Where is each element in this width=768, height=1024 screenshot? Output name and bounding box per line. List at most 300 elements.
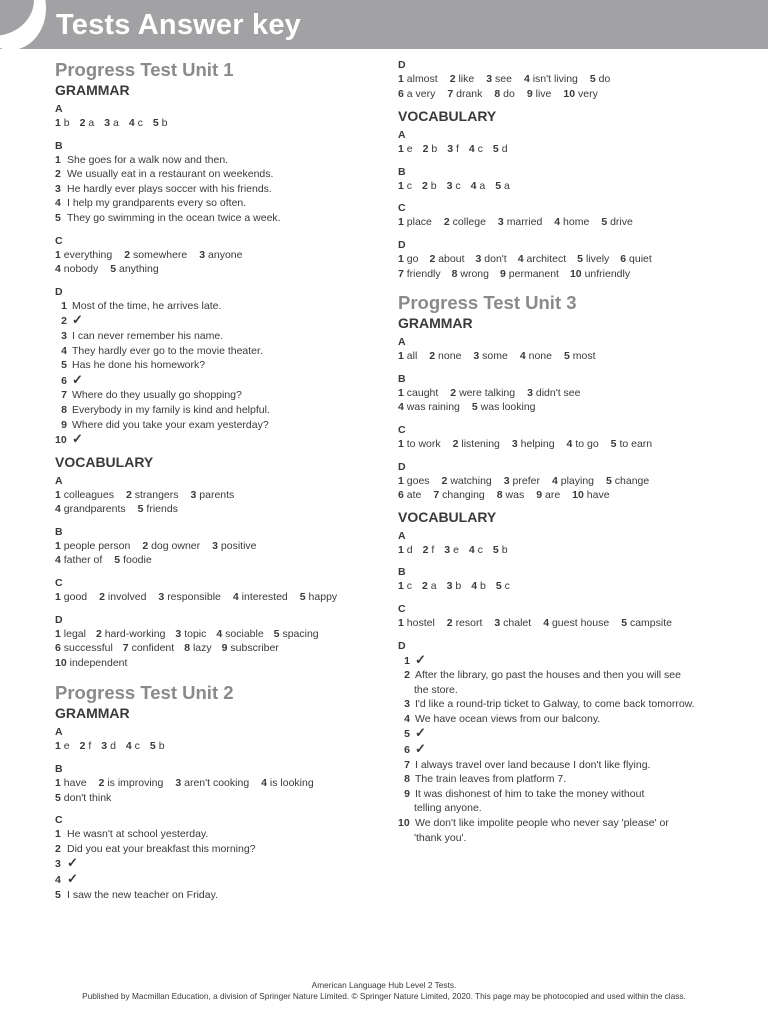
item-answer: unfriendly <box>584 267 631 280</box>
answer-item <box>447 143 459 155</box>
answer-item <box>473 350 507 362</box>
item-number: 7 <box>61 389 67 402</box>
item-number: 10 <box>398 817 410 830</box>
answer-item <box>398 88 435 100</box>
answer-line <box>55 627 385 642</box>
item-answer: grandparents <box>63 503 126 516</box>
item-number: 5 <box>589 73 596 85</box>
item-answer: c <box>455 179 461 192</box>
answer-item <box>55 628 86 640</box>
item-answer: have <box>63 777 87 790</box>
answer-item <box>444 216 486 228</box>
item-answer: successful <box>63 642 113 655</box>
item-answer: We don't like impolite people who never say 'please' or <box>415 817 669 830</box>
item-answer: f <box>455 143 459 156</box>
item-number: 1 <box>398 179 404 192</box>
item-answer: I can never remember his name. <box>72 329 224 342</box>
answer-item <box>554 216 589 228</box>
item-number: 3 <box>158 591 165 604</box>
answer-row <box>398 816 738 831</box>
item-number: 8 <box>61 403 67 416</box>
answer-section <box>55 614 385 671</box>
item-number: 3 <box>527 386 533 399</box>
item-number: 1 <box>61 299 67 312</box>
item-answer: b <box>431 143 438 156</box>
item-answer: d <box>110 740 116 753</box>
answer-section <box>55 286 385 448</box>
answer-item <box>233 591 288 603</box>
item-number: 1 <box>398 252 404 265</box>
item-answer: b <box>501 543 508 556</box>
answer-item <box>99 591 146 603</box>
item-answer: see <box>495 73 512 85</box>
answer-section <box>55 577 385 605</box>
item-answer: a <box>88 117 95 129</box>
item-number: 4 <box>55 554 61 567</box>
answer-item <box>261 777 314 789</box>
category-title: GRAMMAR <box>55 705 130 722</box>
item-answer: architect <box>526 252 567 265</box>
item-answer: c <box>477 543 483 556</box>
answer-item <box>55 263 98 275</box>
item-number: 2 <box>422 580 428 593</box>
item-answer: independent <box>69 656 128 669</box>
answer-item <box>398 617 435 629</box>
item-answer: b <box>158 740 165 753</box>
item-answer: do <box>598 73 611 85</box>
item-number: 6 <box>398 87 404 100</box>
answer-item <box>104 117 119 129</box>
item-answer: somewhere <box>132 248 188 261</box>
answer-item <box>96 628 165 640</box>
item-number: 4 <box>261 777 267 790</box>
answer-item <box>55 642 113 654</box>
item-answer: listening <box>461 437 500 450</box>
item-number: 2 <box>429 350 436 363</box>
answer-item <box>476 253 507 265</box>
item-number: 2 <box>95 627 102 640</box>
answer-item <box>398 216 432 228</box>
item-number: 8 <box>404 773 410 786</box>
answer-item <box>55 249 112 261</box>
item-answer: caught <box>406 386 439 399</box>
item-number: 5 <box>563 350 570 363</box>
item-number: 4 <box>61 344 67 357</box>
item-number: 5 <box>577 252 584 265</box>
answer-item <box>447 180 461 192</box>
item-number: 7 <box>404 758 410 771</box>
answer-item <box>590 73 610 85</box>
answer-row <box>398 726 738 742</box>
item-answer: a very <box>406 87 436 100</box>
answer-item <box>493 544 508 556</box>
answer-section <box>398 129 738 157</box>
item-answer: ✓ <box>67 871 78 886</box>
item-number: 10 <box>55 434 67 447</box>
category-title: VOCABULARY <box>55 453 154 470</box>
item-answer: b <box>63 117 70 129</box>
item-answer: to earn <box>619 437 653 450</box>
item-answer: involved <box>107 591 147 604</box>
item-number: 9 <box>221 642 228 655</box>
answer-item <box>55 540 130 552</box>
answer-item <box>497 489 524 501</box>
item-answer: is looking <box>269 777 314 790</box>
answer-item <box>222 642 279 654</box>
answer-item <box>158 591 220 603</box>
item-answer: everything <box>63 248 113 261</box>
item-number: 4 <box>55 503 61 516</box>
item-answer: ✓ <box>415 651 426 667</box>
item-answer: quiet <box>629 252 652 265</box>
section-label: A <box>55 726 63 739</box>
answer-row <box>55 388 385 403</box>
answer-row <box>55 403 385 418</box>
item-answer: wrong <box>460 267 489 280</box>
item-number: 10 <box>563 87 576 100</box>
answer-item <box>577 253 609 265</box>
item-number: 1 <box>398 73 404 85</box>
item-number: 4 <box>543 616 550 629</box>
item-answer: have <box>586 489 610 502</box>
item-number: 5 <box>492 143 499 156</box>
item-number: 3 <box>55 858 61 871</box>
item-number: 6 <box>620 252 627 265</box>
item-answer: friends <box>146 503 178 516</box>
item-answer: spacing <box>282 627 319 640</box>
answer-section <box>398 373 738 415</box>
answer-item <box>452 268 489 280</box>
item-answer: happy <box>308 591 338 604</box>
item-answer: don't think <box>63 791 112 804</box>
item-answer: hostel <box>406 616 435 629</box>
answer-item <box>527 387 580 399</box>
answer-item <box>504 475 540 487</box>
section-label: D <box>398 460 406 473</box>
item-number: 5 <box>495 580 502 593</box>
answer-row <box>55 211 385 226</box>
item-number: 2 <box>422 143 429 156</box>
item-answer: interested <box>241 591 288 604</box>
item-number: 1 <box>398 474 404 487</box>
item-number: 5 <box>273 627 280 640</box>
answer-item <box>398 180 412 192</box>
item-number: 5 <box>299 591 306 604</box>
section-label: B <box>55 139 63 152</box>
item-answer: didn't see <box>535 386 581 399</box>
answer-section <box>398 566 738 594</box>
answer-line <box>55 248 385 263</box>
answer-item <box>494 88 514 100</box>
item-answer: c <box>477 143 483 156</box>
item-answer: c <box>137 117 143 129</box>
item-answer: confident <box>131 642 175 655</box>
item-number: 3 <box>503 474 510 487</box>
answer-item <box>398 438 441 450</box>
item-number: 7 <box>398 267 404 280</box>
item-number: 2 <box>422 179 428 192</box>
answer-row <box>398 787 738 802</box>
item-answer: hard-working <box>104 627 166 640</box>
answer-line <box>55 553 385 568</box>
item-answer: ✓ <box>72 312 83 328</box>
answer-item <box>398 253 418 265</box>
item-answer: married <box>506 216 543 229</box>
answer-item <box>55 503 126 515</box>
answer-item <box>55 489 114 501</box>
item-answer: I'd like a round-trip ticket to Galway, to come back tomorrow. <box>415 698 695 711</box>
item-answer: anything <box>118 263 159 276</box>
item-answer: go <box>406 252 419 265</box>
answer-item <box>138 503 178 515</box>
item-answer: lazy <box>192 642 212 655</box>
answer-item <box>564 350 596 362</box>
answer-item <box>472 401 536 413</box>
item-number: 5 <box>110 263 117 276</box>
item-number: 6 <box>61 374 67 387</box>
item-number: 5 <box>606 474 612 487</box>
item-answer: e <box>453 543 459 556</box>
answer-line <box>398 179 738 194</box>
item-answer: drive <box>610 216 633 229</box>
answer-item <box>496 580 510 592</box>
item-number: 1 <box>398 386 404 399</box>
answer-continuation: telling anyone. <box>414 802 482 815</box>
item-answer: watching <box>450 474 492 487</box>
item-number: 7 <box>122 642 129 655</box>
section-label: C <box>55 814 63 827</box>
answer-line <box>55 262 385 277</box>
item-number: 3 <box>190 488 197 501</box>
answer-item <box>471 180 486 192</box>
answer-item <box>55 740 70 752</box>
item-answer: were talking <box>459 386 516 399</box>
item-answer: was looking <box>480 401 536 414</box>
answer-row <box>55 167 385 182</box>
answer-item <box>527 88 552 100</box>
item-number: 1 <box>55 591 61 604</box>
item-number: 1 <box>55 488 61 501</box>
item-answer: was raining <box>406 401 460 414</box>
item-answer: ate <box>406 489 422 502</box>
answer-item <box>129 117 143 129</box>
item-answer: aren't cooking <box>184 777 250 790</box>
answer-item <box>423 544 435 556</box>
answer-line <box>398 488 738 503</box>
item-answer: good <box>63 591 88 604</box>
item-answer: Where do they usually go shopping? <box>72 389 242 402</box>
answer-item <box>512 438 555 450</box>
item-number: 2 <box>449 73 456 85</box>
section-label: D <box>398 59 406 71</box>
answer-item <box>601 216 633 228</box>
left-column <box>55 59 385 902</box>
item-number: 5 <box>621 616 628 629</box>
item-answer: nobody <box>63 263 99 276</box>
item-number: 10 <box>569 267 582 280</box>
answer-item <box>572 489 609 501</box>
item-number: 4 <box>55 197 61 210</box>
answer-line <box>398 142 738 157</box>
answer-item <box>55 777 87 789</box>
item-answer: goes <box>406 474 430 487</box>
item-answer: are <box>544 489 561 502</box>
answer-item <box>55 591 87 603</box>
item-answer: He hardly ever plays soccer with his friends. <box>67 182 272 195</box>
answer-item <box>126 740 140 752</box>
item-number: 3 <box>475 252 482 265</box>
item-answer: They go swimming in the ocean twice a week. <box>67 211 281 224</box>
item-answer: c <box>504 580 510 593</box>
answer-item <box>422 180 437 192</box>
answer-item <box>191 489 235 501</box>
item-number: 8 <box>451 267 458 280</box>
answer-section <box>398 239 738 281</box>
answer-row <box>398 712 738 727</box>
category-title: VOCABULARY <box>398 508 497 525</box>
item-number: 8 <box>494 87 501 100</box>
answer-line <box>398 437 738 452</box>
answer-item <box>422 580 437 592</box>
category-title: VOCABULARY <box>398 108 497 125</box>
right-column <box>398 59 738 845</box>
section-label: B <box>398 566 406 579</box>
item-answer: ✓ <box>72 431 83 447</box>
answer-section <box>55 235 385 277</box>
section-label: C <box>398 423 406 436</box>
answer-row <box>55 418 385 433</box>
item-number: 5 <box>610 437 617 450</box>
item-number: 4 <box>128 117 135 129</box>
item-number: 3 <box>486 73 493 85</box>
answer-section <box>398 424 738 452</box>
answer-item <box>101 740 116 752</box>
item-number: 1 <box>398 216 404 229</box>
answer-item <box>621 617 672 629</box>
answer-item <box>142 540 200 552</box>
item-number: 1 <box>398 543 404 556</box>
item-answer: subscriber <box>230 642 279 655</box>
answer-section <box>398 461 738 503</box>
item-number: 3 <box>212 539 218 552</box>
section-label: D <box>55 285 63 298</box>
item-answer: topic <box>184 627 207 640</box>
item-answer: It was dishonest of him to take the money without <box>415 787 645 800</box>
item-number: 4 <box>470 179 477 192</box>
answer-line <box>55 791 385 806</box>
answer-line <box>55 656 385 671</box>
answer-section <box>55 814 385 902</box>
item-answer: parents <box>199 488 235 501</box>
item-answer: very <box>577 87 598 100</box>
item-number: 5 <box>137 503 144 516</box>
answer-line <box>55 739 385 754</box>
answer-item <box>150 740 165 752</box>
item-answer: ✓ <box>72 371 83 387</box>
item-answer: c <box>406 179 413 192</box>
item-answer: e <box>63 740 70 753</box>
answer-row <box>55 299 385 314</box>
answer-item <box>469 143 483 155</box>
item-number: 2 <box>446 616 453 629</box>
item-number: 9 <box>526 87 533 100</box>
item-answer: home <box>563 216 590 229</box>
item-number: 1 <box>55 539 61 552</box>
item-number: 1 <box>55 740 61 753</box>
unit-title: Progress Test Unit 1 <box>55 59 234 80</box>
item-answer: a <box>479 179 486 192</box>
answer-item <box>423 143 438 155</box>
answer-section <box>398 59 738 101</box>
item-answer: most <box>572 350 596 363</box>
item-number: 10 <box>572 489 584 502</box>
answer-line <box>398 579 738 594</box>
item-answer: helping <box>520 437 555 450</box>
answer-item <box>398 350 417 362</box>
answer-item <box>80 117 95 129</box>
item-number: 6 <box>398 489 404 502</box>
item-answer: all <box>406 350 418 363</box>
item-answer: He wasn't at school yesterday. <box>67 828 209 841</box>
answer-line <box>55 776 385 791</box>
section-label: B <box>55 763 63 776</box>
answer-item <box>199 249 242 261</box>
item-answer: Most of the time, he arrives late. <box>72 299 222 312</box>
answer-line <box>398 543 738 558</box>
item-number: 1 <box>55 627 61 640</box>
item-number: 9 <box>500 267 506 280</box>
item-answer: don't <box>484 252 507 265</box>
item-answer: lively <box>585 252 610 265</box>
answer-line <box>398 400 738 415</box>
answer-item <box>606 475 649 487</box>
item-number: 4 <box>125 740 132 753</box>
answer-item <box>398 143 413 155</box>
item-number: 2 <box>404 669 410 682</box>
answer-item <box>450 387 515 399</box>
answer-line <box>55 641 385 656</box>
answer-item <box>114 554 151 566</box>
item-number: 3 <box>447 143 454 156</box>
answer-row <box>55 313 385 329</box>
item-number: 2 <box>79 117 86 129</box>
item-answer: about <box>438 252 465 265</box>
item-answer: dog owner <box>151 539 201 552</box>
answer-item <box>442 475 492 487</box>
item-number: 2 <box>98 777 105 790</box>
item-answer: a <box>430 580 437 593</box>
item-answer: Where did you take your exam yesterday? <box>72 418 269 431</box>
answer-continuation: the store. <box>414 683 458 696</box>
answer-item <box>398 475 430 487</box>
answer-item <box>175 777 249 789</box>
item-number: 2 <box>55 842 61 855</box>
page-header <box>0 0 768 49</box>
answer-item <box>570 268 630 280</box>
answer-item <box>398 544 413 556</box>
answer-row <box>55 872 385 888</box>
item-answer: a <box>112 117 119 129</box>
section-label: C <box>398 202 406 215</box>
item-answer: none <box>528 350 552 363</box>
item-number: 1 <box>398 580 404 593</box>
item-answer: f <box>88 740 92 753</box>
answer-item <box>300 591 337 603</box>
item-number: 9 <box>536 489 543 502</box>
item-number: 4 <box>55 263 61 276</box>
answer-line <box>398 87 738 102</box>
item-number: 5 <box>404 728 410 741</box>
